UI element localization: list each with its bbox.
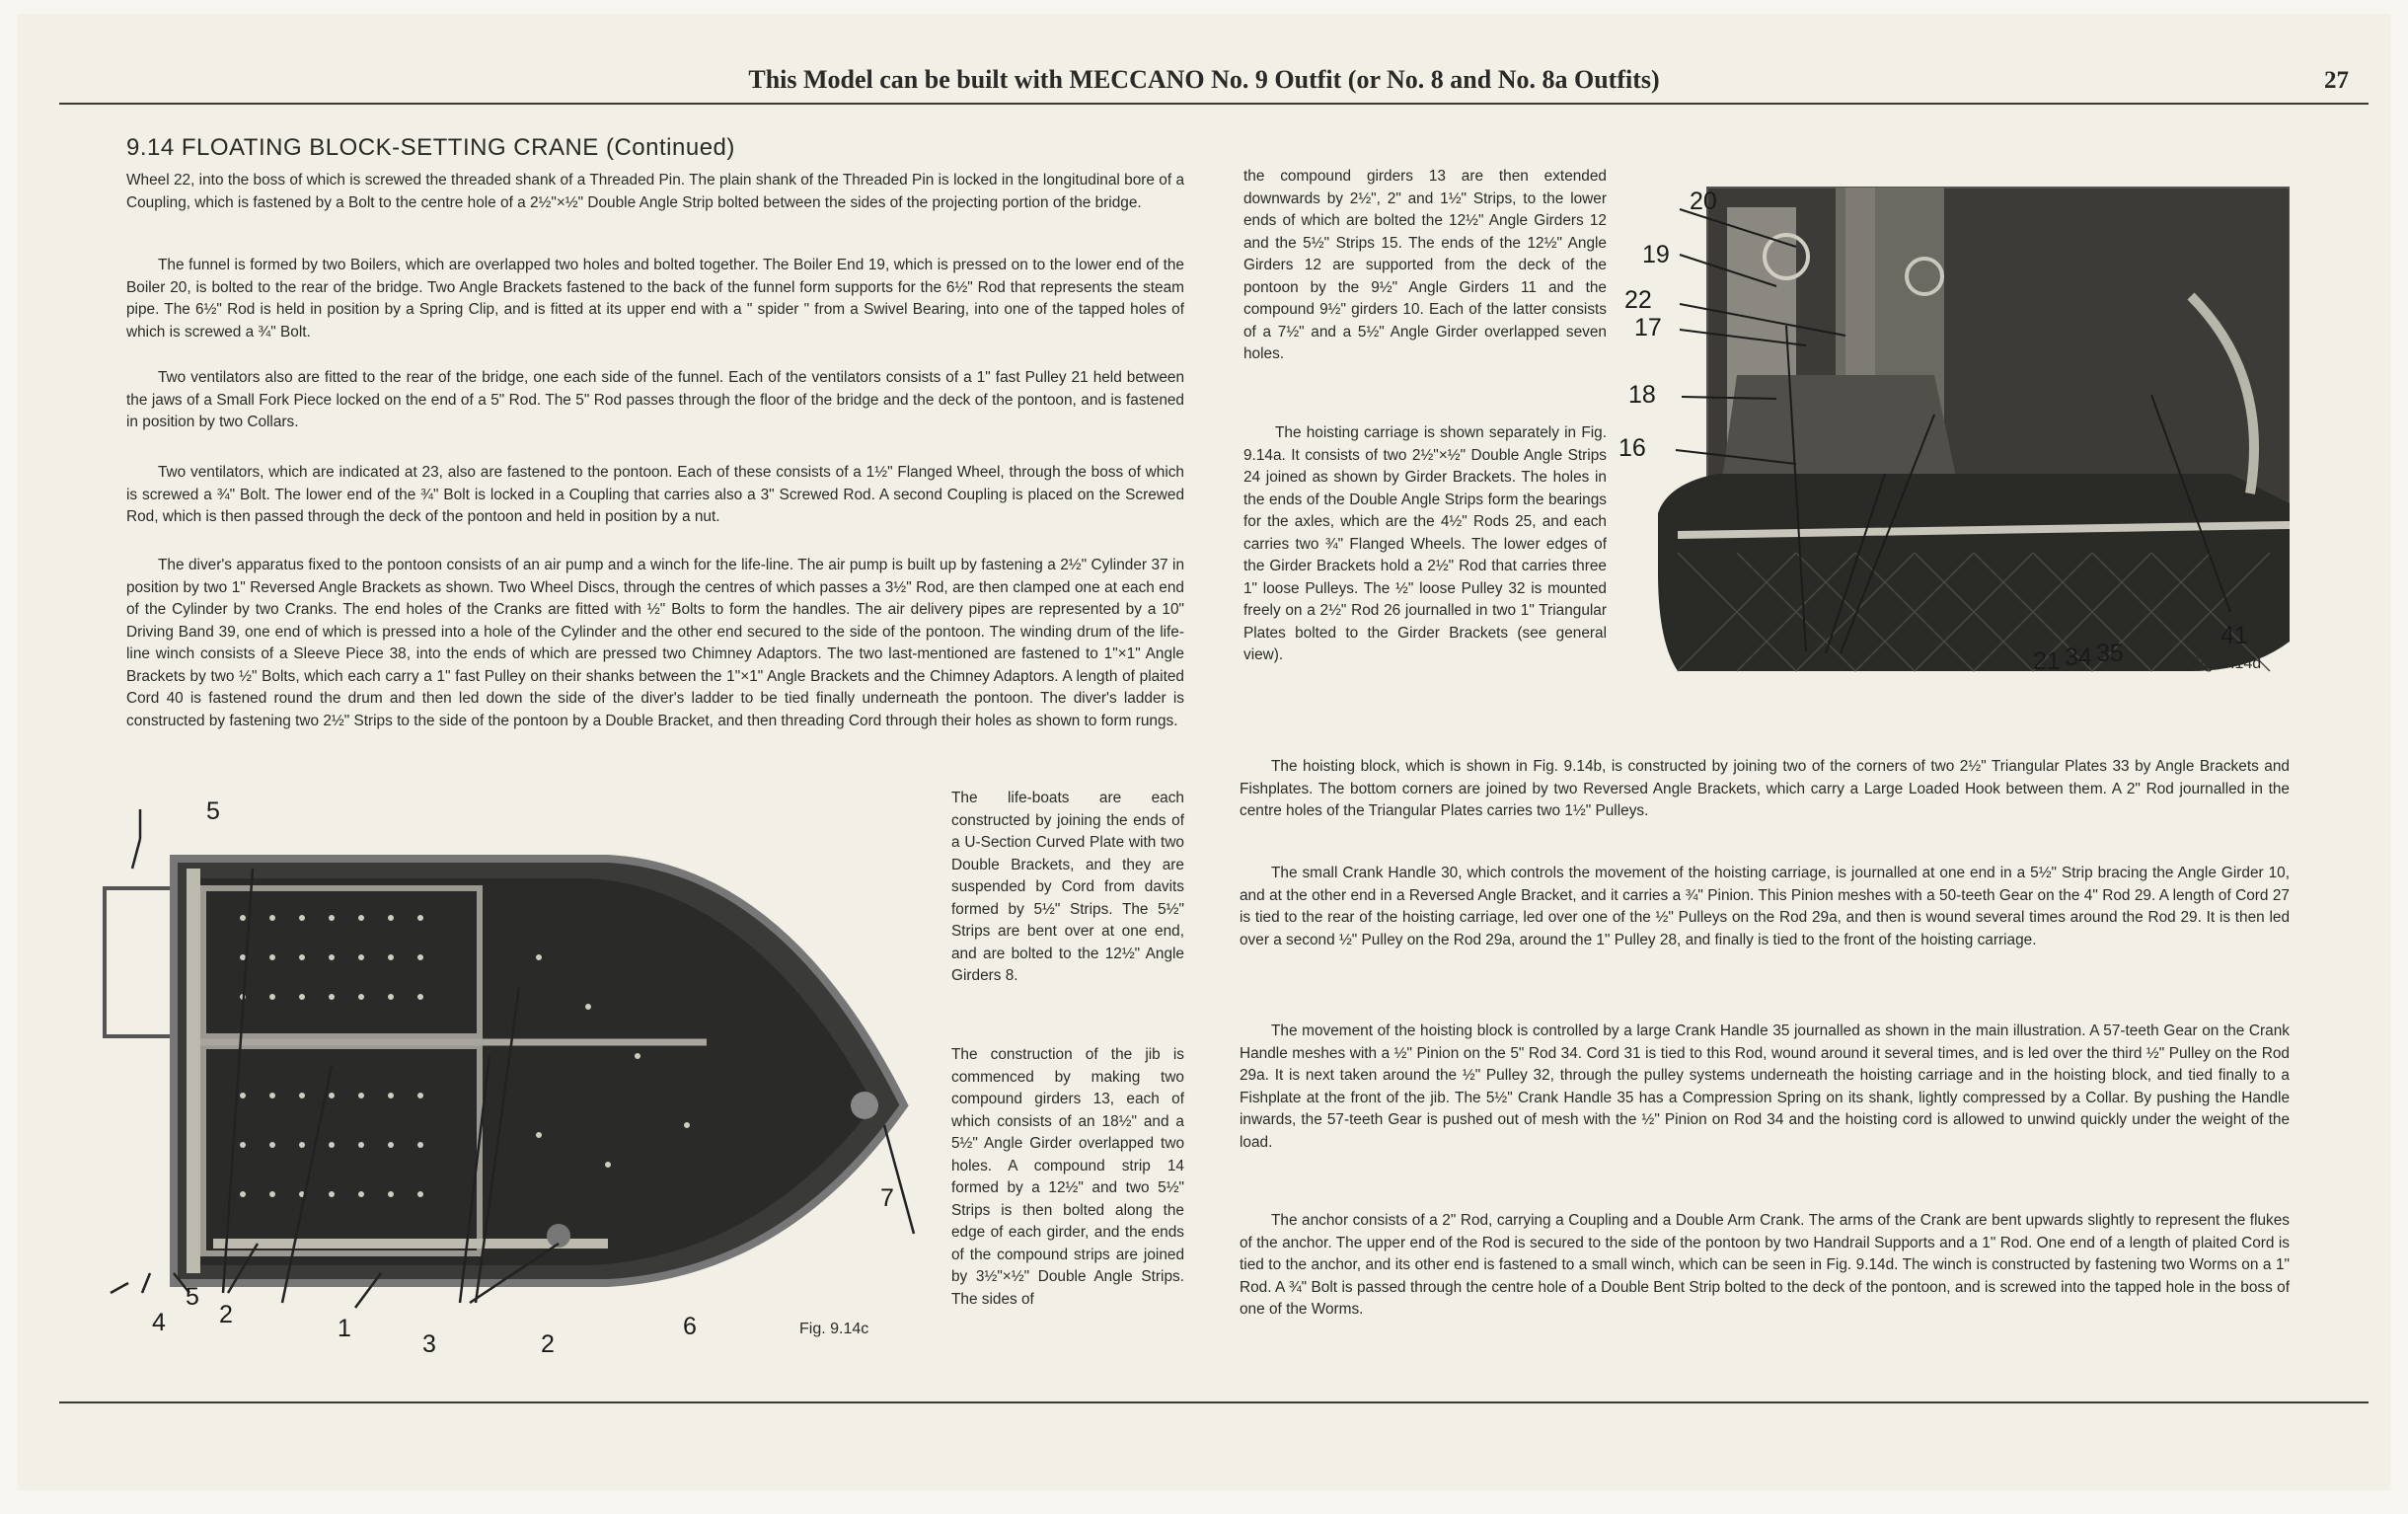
callout-35: 35: [2096, 640, 2124, 667]
figure-9-14d: [1638, 178, 2290, 691]
right-paragraph-2: The hoisting carriage is shown separately in Fig. 9.14a. It consists of two 2½"×½" Double Angle Strips 24 joined as shown by Girder Brackets. The holes in the ends of the Double Angle Strips form the bearings for the axles, which are the 4½" Rods 25, and each carries two ¾" Flanged Wheels. The lower edges of the Girder Brackets hold a 2½" Rod that carries three 1" loose Pulleys. The ½" loose Pulley 32 is mounted freely on a 2½" Rod 26 journalled in two 1" Triangular Plates bolted to the Girder Brackets (see general view).: [1243, 424, 1607, 663]
header-rule: [59, 103, 2369, 105]
left-paragraph-4: Two ventilators, which are indicated at 23, also are fastened to the pontoon. Each of these consists of a 1½" Flanged Wheel, through the boss of which is screwed a ¾" Bolt. The lower end of the ¾" Bolt is locked in a Coupling that carries also a 3" Screwed Rod. A second Coupling is placed on the Screwed Rod, which is then passed through the deck of the pontoon and held in position by a nut.: [126, 464, 1184, 525]
header-title: This Model can be built with MECCANO No. 9 Outfit (or No. 8 and No. 8a Outfits): [748, 65, 1660, 94]
callout-18: 18: [1628, 381, 1656, 409]
right-paragraph-5: The movement of the hoisting block is controlled by a large Crank Handle 35 journalled as shown in the main illustration. A 57-teeth Gear on the Crank Handle meshes with a ½" Pinion on the 5" Rod 34. Cord 31 is tied to this Rod, wound around it several times, and is led over the third ½" Pulley on the Rod 29a. It is next taken around the ½" Pulley 32, through the pulley systems underneath the hoisting carriage and in the hoisting block, and tied finally to a Fishplate at the front of the jib. The 5½" Crank Handle 35 has a Compression Spring on its shank, lightly compressed by a Collar. By pushing the Handle inwards, the 57-teeth Gear is pushed out of mesh with the ½" Pinion on Rod 34 and the hoisting cord is allowed to unwind quickly under the weight of the load.: [1240, 1022, 2290, 1151]
callout-21: 21: [2033, 647, 2061, 675]
callout-19: 19: [1642, 241, 1670, 268]
page-header: [59, 55, 2349, 107]
figure-9-14c-caption: Fig. 9.14c: [799, 1321, 869, 1337]
callout-2-right: 2: [541, 1330, 555, 1358]
right-paragraph-6: The anchor consists of a 2" Rod, carrying a Coupling and a Double Arm Crank. The arms of the Crank are bent upwards slightly to represent the flukes of the anchor. The upper end of the Rod is secured to the side of the pontoon by two Handrail Supports and a 1" Rod. One end of a length of plaited Cord is tied to the anchor, and its other end is fastened to a small winch, which can be seen in Fig. 9.14d. The winch is constructed by fastening two Worms on a 1" Rod. A ¾" Bolt is passed through the centre hole of a Double Bent Strip bolted to the deck of the pontoon, and is screwed into the tapped hole in the boss of one of the Worms.: [1240, 1212, 2290, 1318]
left-paragraph-2: The funnel is formed by two Boilers, which are overlapped two holes and bolted together. The Boiler End 19, which is pressed on to the lower end of the Boiler 20, is bolted to the rear of the bridge. Two Angle Brackets fastened to the back of the funnel form supports for the 6½" Rod that represents the steam pipe. The 6½" Rod is held in position by a Spring Clip, and is fitted at its upper end with a " spider " from a Swivel Bearing, into one of the tapped holes of which is screwed a ¾" Bolt.: [126, 257, 1184, 341]
callout-16: 16: [1618, 434, 1646, 462]
crane-base-illustration: [1638, 178, 2290, 691]
callout-3: 3: [422, 1330, 436, 1358]
callout-1: 1: [338, 1315, 351, 1342]
figure-9-14c: [95, 809, 943, 1323]
callout-22: 22: [1624, 286, 1652, 314]
left-paragraph-5: The diver's apparatus fixed to the pontoon consists of an air pump and a winch for the life-line. The air pump is built up by fastening a 2½" Cylinder 37 in position by two 1" Reversed Angle Brackets as shown. Two Wheel Discs, through the centres of which passes a 3½" Rod, are then clamped one at each end of the Cylinder by two Cranks. The end holes of the Cranks are fitted with ½" Bolts to form the handles. The air delivery pipes are represented by a 10" Driving Band 39, one end of which is pressed into a hole of the Cylinder and the other end secured to the side of the pontoon. The winding drum of the life-line winch consists of a Sleeve Piece 38, into the ends of which are pressed two Chimney Adaptors. The two last-mentioned are fastened to 1"×1" Angle Brackets by two ½" Bolts, which each carry a 1" fast Pulley on their shanks between the 1"×1" Angle Brackets and the Chimney Adaptors. A length of plaited Cord 40 is fastened round the drum and then led down the side of the diver's ladder to be tied finally underneath the pontoon. The diver's ladder is constructed by fastening two 2½" Strips to the side of the pontoon by a Double Bracket, and then threading Cord through their holes as shown to form rungs.: [126, 557, 1184, 729]
callout-4: 4: [152, 1309, 166, 1336]
footer-rule: [59, 1401, 2369, 1403]
callout-17: 17: [1634, 314, 1662, 341]
right-paragraph-3: The hoisting block, which is shown in Fig. 9.14b, is constructed by joining two of the corners of two 2½" Triangular Plates 33 by Angle Brackets and Fishplates. The bottom corners are joined by two Reversed Angle Brackets, which carry a Large Loaded Hook between them. A 2" Rod journalled in the centre holes of the Triangular Plates carries two 1½" Pulleys.: [1240, 758, 2290, 819]
callout-34: 34: [2065, 643, 2092, 671]
callout-5-top: 5: [206, 797, 220, 825]
callout-6: 6: [683, 1313, 697, 1340]
callout-5-bottom: 5: [186, 1283, 199, 1311]
left-paragraph-3: Two ventilators also are fitted to the rear of the bridge, one each side of the funnel. Each of the ventilators consists of a 1" fast Pulley 21 held between the jaws of a Small Fork Piece locked on the end of a 5" Rod. The 5" Rod passes through the floor of the bridge and the deck of the pontoon, and is fastened in position by two Collars.: [126, 369, 1184, 430]
callout-41: 41: [2220, 622, 2248, 649]
left-paragraph-7: The construction of the jib is commenced by making two compound girders 13, each of which consists of an 18½" and a 5½" Angle Girder overlapped two holes. A compound strip 14 formed by a 12½" and two 5½" Strips is then bolted along the edge of each girder, and the ends of the compound strips are joined by 3½"×½" Double Angle Strips. The sides of: [951, 1046, 1184, 1308]
left-paragraph-6: The life-boats are each constructed by joining the ends of a U-Section Curved Plate with two Double Brackets, and they are suspended by Cord from davits formed by 5½" Strips. The 5½" Strips are bent over at one end, and are bolted to the 12½" Angle Girders 8.: [951, 790, 1184, 984]
right-paragraph-1: the compound girders 13 are then extended downwards by 2½", 2" and 1½" Strips, to the lower ends of which are bolted the 12½" Angle Girders 12 and the 5½" Strips 15. The ends of the 12½" Angle Girders 12 are supported from the deck of the pontoon by the 9½" Angle Girders 11 and the compound 9½" girders 10. Each of the latter consists of a 7½" and a 5½" Angle Girder overlapped seven holes.: [1243, 168, 1607, 362]
figure-9-14d-caption: Fig. 9.14d: [2191, 655, 2262, 672]
callout-7: 7: [880, 1184, 894, 1212]
right-paragraph-4: The small Crank Handle 30, which controls the movement of the hoisting carriage, is journalled at one end in a 5½" Strip bracing the Angle Girder 10, and at the other end in a Reversed Angle Bracket, and it carries a ¾" Pinion. This Pinion meshes with a 50-teeth Gear on the 4" Rod 29. A length of Cord 27 is tied to the rear of the hoisting carriage, led over one of the ½" Pulleys on the Rod 29a, and then is wound several times around the Rod 29. It is then led over a second ½" Pulley on the Rod 29a, around the 1" Pulley 28, and finally is tied to the front of the hoisting carriage.: [1240, 865, 2290, 948]
pontoon-deck-illustration: [95, 809, 943, 1323]
left-paragraph-1: Wheel 22, into the boss of which is screwed the threaded shank of a Threaded Pin. The plain shank of the Threaded Pin is locked in the longitudinal bore of a Coupling, which is fastened by a Bolt to the centre hole of a 2½"×½" Double Angle Strip bolted between the sides of the projecting portion of the bridge.: [126, 172, 1184, 211]
callout-20: 20: [1690, 188, 1717, 215]
callout-2-left: 2: [219, 1301, 233, 1328]
section-title: 9.14 FLOATING BLOCK-SETTING CRANE (Continued): [126, 134, 735, 161]
page-number: 27: [2324, 67, 2349, 94]
